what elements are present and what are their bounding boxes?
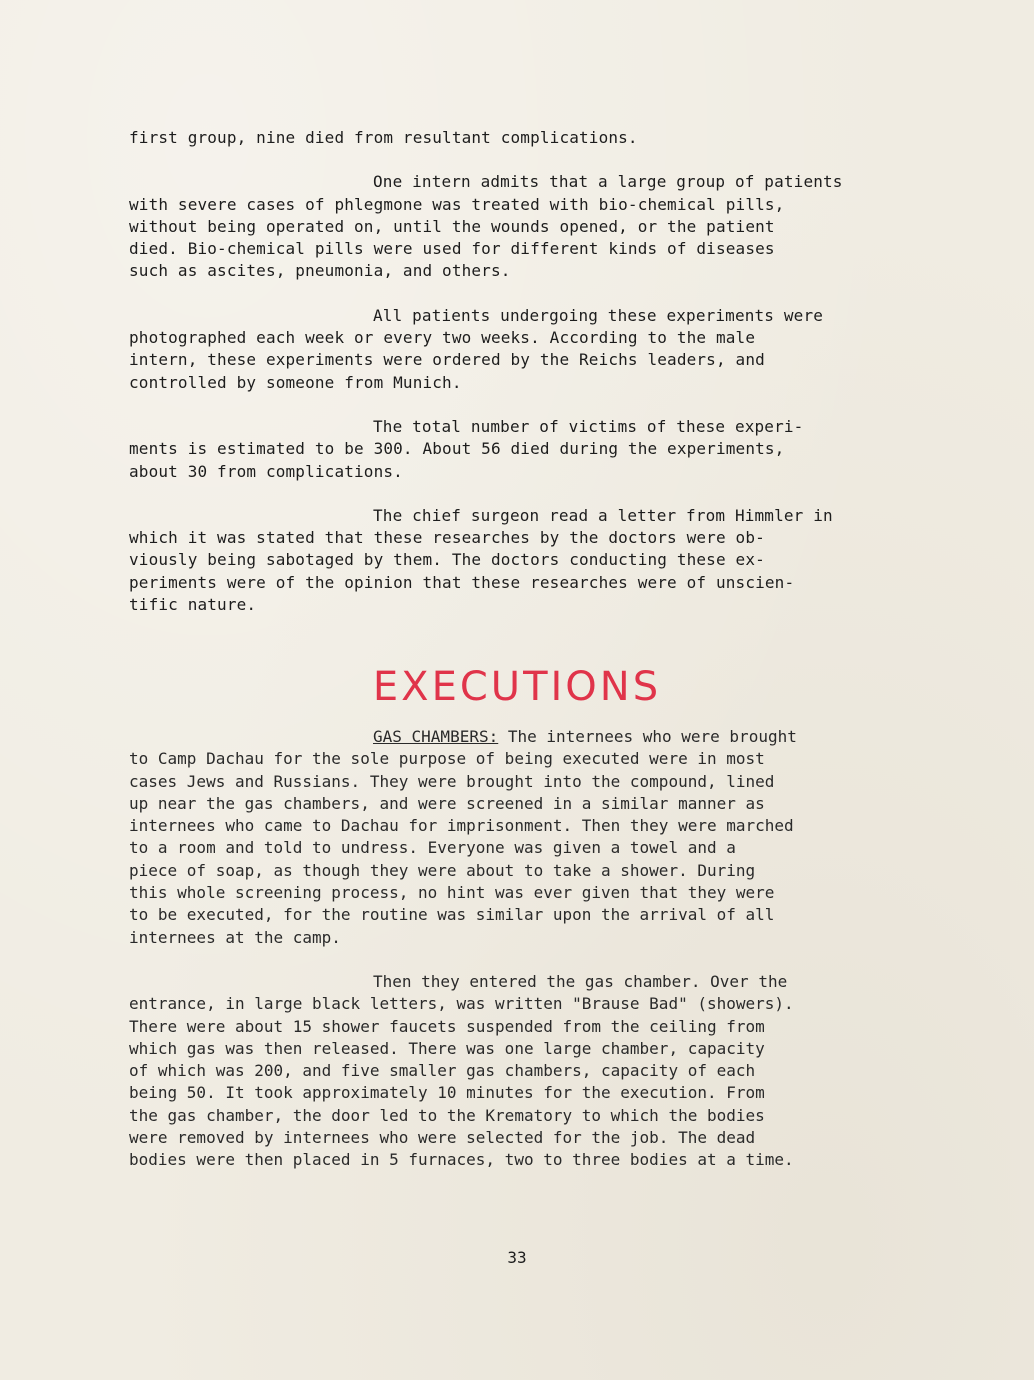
text-line: internees at the camp. xyxy=(129,927,341,947)
text-line: died. Bio-chemical pills were used for different kinds of diseases xyxy=(129,239,775,259)
text-line: All patients undergoing these experiments were xyxy=(373,305,824,325)
text-line: to Camp Dachau for the sole purpose of being executed were in most xyxy=(129,749,765,769)
text-line: intern, these experiments were ordered by the Reichs leaders, and xyxy=(129,350,765,370)
paragraph xyxy=(129,726,929,949)
text-line: to a room and told to undress. Everyone was given a towel and a xyxy=(129,838,736,858)
paragraph xyxy=(129,971,929,1172)
text-line: One intern admits that a large group of patients xyxy=(373,172,843,192)
text-line: which it was stated that these researches by the doctors were ob- xyxy=(129,528,765,548)
text-line: of which was 200, and five smaller gas chambers, capacity of each xyxy=(129,1061,756,1081)
text-line: There were about 15 shower faucets suspended from the ceiling from xyxy=(129,1016,765,1036)
text-line: first group, nine died from resultant complications. xyxy=(129,128,638,147)
text-line: ments is estimated to be 300. About 56 died during the experiments, xyxy=(129,439,785,459)
text-line: this whole screening process, no hint was ever given that they were xyxy=(129,883,775,903)
body-text-executions xyxy=(129,726,929,1194)
text-line: which gas was then released. There was one large chamber, capacity xyxy=(129,1038,765,1058)
text-line: such as ascites, pneumonia, and others. xyxy=(129,261,511,281)
text-line: with severe cases of phlegmone was treated with bio-chemical pills, xyxy=(129,194,785,214)
text-line: up near the gas chambers, and were screened in a similar manner as xyxy=(129,793,765,813)
section-heading: EXECUTIONS xyxy=(372,664,662,710)
text-line: internees who came to Dachau for imprisonment. Then they were marched xyxy=(129,816,794,836)
paragraph xyxy=(129,416,919,483)
paragraph xyxy=(129,505,919,616)
text-line: photographed each week or every two weeks. According to the male xyxy=(129,328,756,348)
text-line: piece of soap, as though they were about to take a shower. During xyxy=(129,860,756,880)
subheading-label: GAS CHAMBERS: xyxy=(373,727,499,746)
text-line: were removed by internees who were selected for the job. The dead xyxy=(129,1128,756,1148)
text-line: periments were of the opinion that these researches were of unscien- xyxy=(129,572,795,592)
text-line: Then they entered the gas chamber. Over the xyxy=(373,971,788,991)
text-line: The chief surgeon read a letter from Himmler in xyxy=(373,505,833,525)
text-line: viously being sabotaged by them. The doctors conducting these ex- xyxy=(129,550,765,570)
text-line: entrance, in large black letters, was written "Brause Bad" (showers). xyxy=(129,994,794,1014)
paragraph xyxy=(129,127,919,149)
text-line: cases Jews and Russians. They were brought into the compound, lined xyxy=(129,771,775,791)
text-line xyxy=(129,726,929,748)
paragraph xyxy=(129,171,919,282)
text-line: tific nature. xyxy=(129,595,257,615)
page-number: 33 xyxy=(507,1248,527,1267)
text-line: being 50. It took approximately 10 minutes for the execution. From xyxy=(129,1083,765,1103)
text-line: The total number of victims of these experi- xyxy=(373,416,804,436)
text-line: bodies were then placed in 5 furnaces, two to three bodies at a time. xyxy=(129,1150,794,1170)
paragraph xyxy=(129,305,919,394)
text-line: controlled by someone from Munich. xyxy=(129,372,462,392)
text-fragment: The internees who were brought xyxy=(498,727,797,746)
text-line: about 30 from complications. xyxy=(129,461,403,481)
text-line: without being operated on, until the wounds opened, or the patient xyxy=(129,216,775,236)
text-line: to be executed, for the routine was similar upon the arrival of all xyxy=(129,905,775,925)
text-line: the gas chamber, the door led to the Krematory to which the bodies xyxy=(129,1105,765,1125)
body-text-top xyxy=(129,127,919,638)
